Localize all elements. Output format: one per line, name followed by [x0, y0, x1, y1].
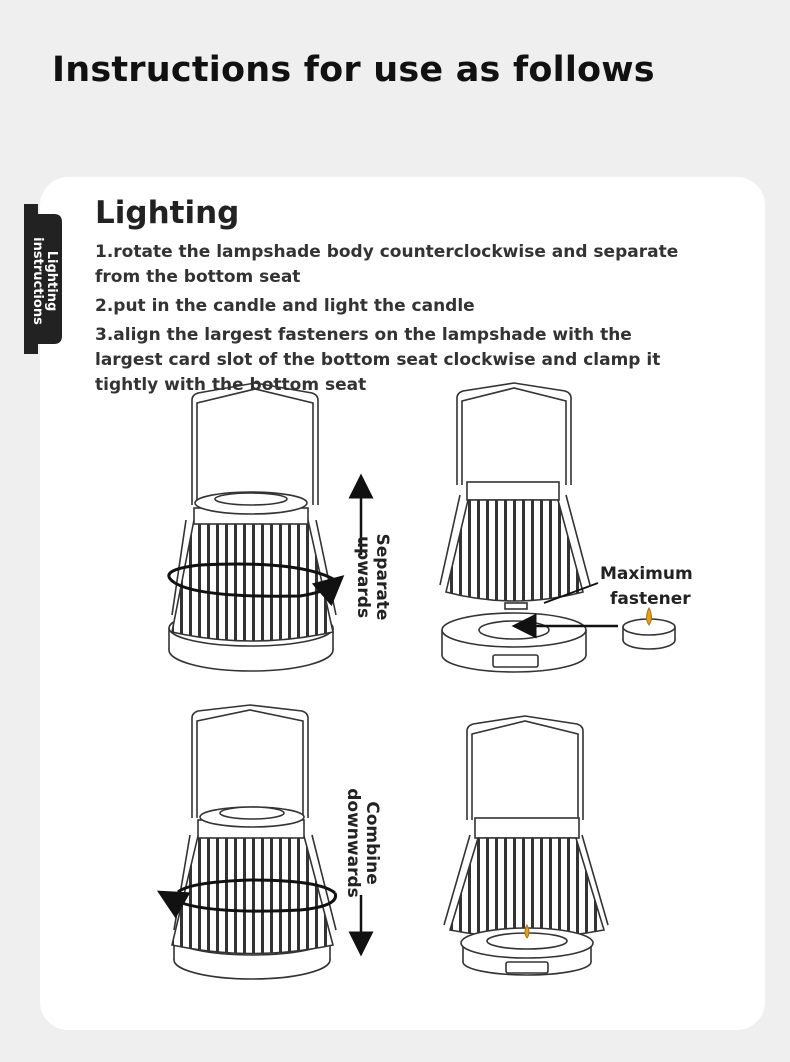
separate-label-line2: upwards	[353, 535, 373, 619]
step-1: 1.rotate the lampshade body counterclockwise and separate from the bottom seat	[95, 242, 679, 287]
side-tab-line2: instructions	[30, 237, 45, 325]
page-title: Instructions for use as follows	[52, 50, 655, 90]
combine-label-line2: downwards	[343, 788, 363, 898]
maximum-fastener-label	[600, 562, 693, 612]
lantern-combine-diagram	[172, 705, 336, 979]
step-3: 3.align the largest fasteners on the lampshade with the largest card slot of the bottom seat clockwise and clamp it tightly with the bottom seat	[95, 325, 661, 395]
combine-downwards-label	[343, 788, 381, 898]
separate-label-line1: Separate	[372, 533, 392, 621]
section-title: Lighting	[95, 195, 240, 231]
combine-label-line1: Combine	[362, 801, 382, 885]
side-tab-line1: Lighting	[44, 250, 59, 312]
fastener-label-line2: fastener	[610, 589, 691, 609]
step-2: 2.put in the candle and light the candle	[95, 296, 475, 316]
separate-upwards-label	[353, 534, 391, 621]
candle-flame-icon-2	[525, 925, 529, 938]
lantern-open-diagram	[440, 383, 675, 672]
lantern-separate-diagram	[169, 383, 336, 671]
fastener-label-line1: Maximum	[600, 564, 693, 584]
